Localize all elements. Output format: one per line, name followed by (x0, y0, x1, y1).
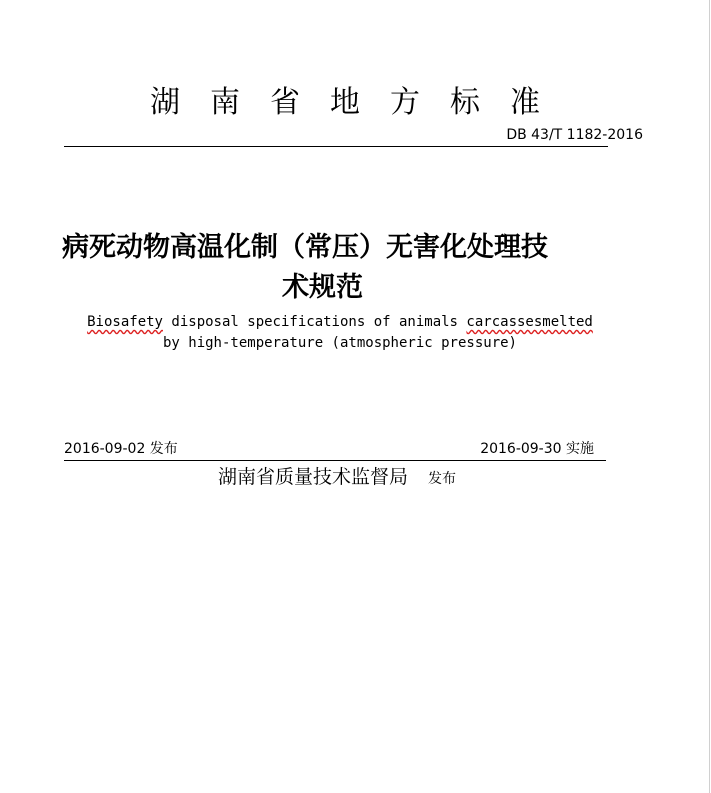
document-title-cn (62, 228, 642, 308)
footer-divider (64, 460, 606, 461)
publisher-suffix: 发布 (428, 471, 457, 487)
title-en-line-1 (60, 312, 620, 333)
title-cn-line-2: 术规范 (282, 272, 363, 303)
issue-date: 2016-09-02 发布 (64, 441, 178, 457)
spellcheck-word-carcasses: carcassesmelted (466, 314, 593, 330)
header-divider (64, 146, 608, 147)
standard-code: DB 43/T 1182-2016 (506, 127, 643, 143)
publisher (218, 464, 456, 492)
title-en-middle: disposal specifications of animals (162, 314, 467, 330)
title-cn-line-1: 病死动物高温化制（常压）无害化处理技 (62, 232, 548, 263)
implementation-date: 2016-09-30 实施 (480, 441, 594, 457)
page-edge-line (709, 0, 710, 793)
standard-heading: 湖南省地方标准 (150, 85, 570, 120)
title-en-line-2: by high-temperature (atmospheric pressure) (162, 335, 517, 351)
document-title-en (60, 312, 620, 354)
spellcheck-word-biosafety: Biosafety (87, 314, 163, 330)
publisher-name: 湖南省质量技术监督局 (218, 466, 409, 488)
